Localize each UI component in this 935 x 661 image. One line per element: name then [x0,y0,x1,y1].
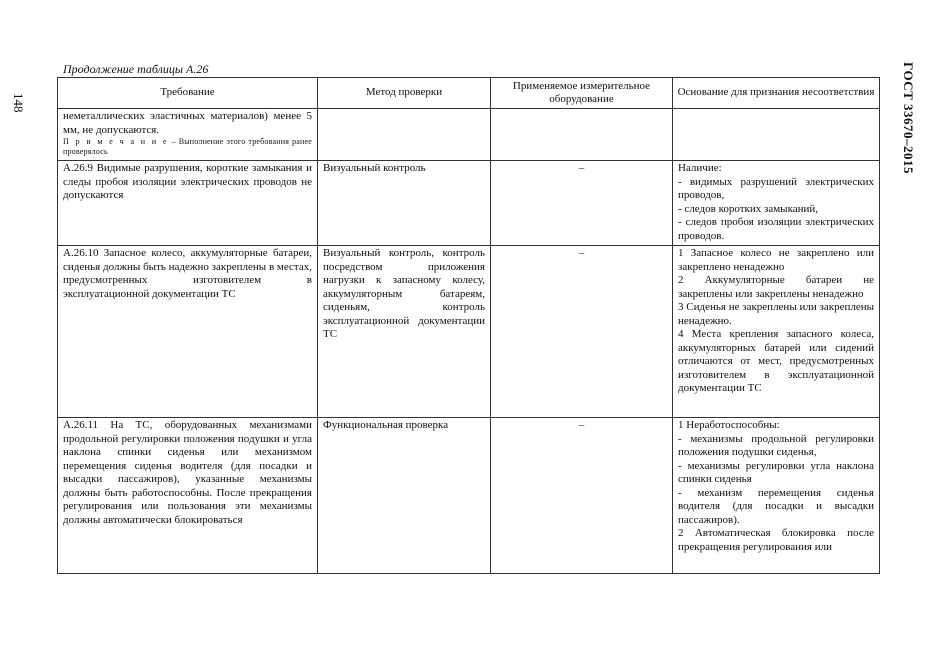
basis-line: - следов коротких замыканий, [678,202,819,215]
basis-line: 1 Запасное колесо не закреплено или закреплено ненадежно [678,247,874,273]
table-row [58,109,880,161]
requirement-cell: А.26.11 На ТС, оборудованных механизмами продольной регулировки положения подушки и угла наклона спинки сиденья или механизмом перемещения сиденья водителя (для посадки и высадки пассажиров), указанные механизмы должны быть работоспособны. После прекращения регулирования или пользования эти механизмы должны автоматически блокироваться [58,418,318,574]
requirement-cell: А.26.10 Запасное колесо, аккумуляторные батареи, сиденья должны быть надежно закреплены в местах, предусмотренных изготовителем в эксплуатационной документации ТС [58,246,318,418]
requirement-note [63,137,312,157]
header-requirement: Требование [58,78,318,109]
basis-line: Наличие: [678,162,722,174]
equipment-cell: – [491,161,673,246]
header-equipment: Применяемое измерительное оборудование [491,78,673,109]
basis-cell [673,161,880,246]
equipment-cell: – [491,418,673,574]
table-row [58,418,880,574]
basis-line: - видимых разрушений электрических проводов, [678,175,874,201]
basis-line: 4 Места крепления запасного колеса, аккумуляторных батарей или сидений отличаются от мест, предусмотренных изготовителем в эксплуатационной документации ТС [678,328,874,394]
basis-line: 3 Сиденья не закреплены или закреплены ненадежно. [678,301,874,327]
basis-line: - механизмы регулировки угла наклона спинки сиденья [678,459,874,485]
table-row [58,161,880,246]
header-method: Метод проверки [318,78,491,109]
table-row [58,246,880,418]
basis-line: 2 Автоматическая блокировка после прекращения регулирования или [678,527,874,553]
basis-line: - механизмы продольной регулировки положения подушки сиденья, [678,432,874,458]
basis-cell [673,418,880,574]
basis-line: 2 Аккумуляторные батареи не закреплены или закреплены ненадежно [678,274,874,300]
note-text: – Выполнение этого требования ранее проверялось [63,137,313,156]
requirement-cell: А.26.9 Видимые разрушения, короткие замыкания и следы пробоя изоляции электрических проводов не допускаются [58,161,318,246]
requirement-cell [58,109,318,161]
requirement-text: неметаллических эластичных материалов) менее 5 мм, не допускаются. [63,110,312,136]
table-caption: Продолжение таблицы А.26 [63,62,209,76]
requirements-table [57,77,880,574]
basis-line: 1 Неработоспособны: [678,419,780,431]
method-cell: Функциональная проверка [318,418,491,574]
standard-designation: ГОСТ 33670–2015 [901,62,916,175]
method-cell: Визуальный контроль, контроль посредством приложения нагрузки к запасному колесу, аккумуляторным батареям, сиденьям, контроль эксплуатационной документации ТС [318,246,491,418]
basis-line: - механизм перемещения сиденья водителя (для посадки и высадки пассажиров). [678,486,874,526]
basis-line: - следов пробоя изоляции электрических проводов. [678,216,874,242]
page-number: 148 [11,93,26,113]
basis-cell [673,109,880,161]
equipment-cell: – [491,246,673,418]
table-header-row [58,78,880,109]
method-cell [318,109,491,161]
equipment-cell [491,109,673,161]
method-cell: Визуальный контроль [318,161,491,246]
header-basis: Основание для признания несоответствия [673,78,880,109]
basis-cell [673,246,880,418]
note-label: П р и м е ч а н и е [63,137,169,146]
